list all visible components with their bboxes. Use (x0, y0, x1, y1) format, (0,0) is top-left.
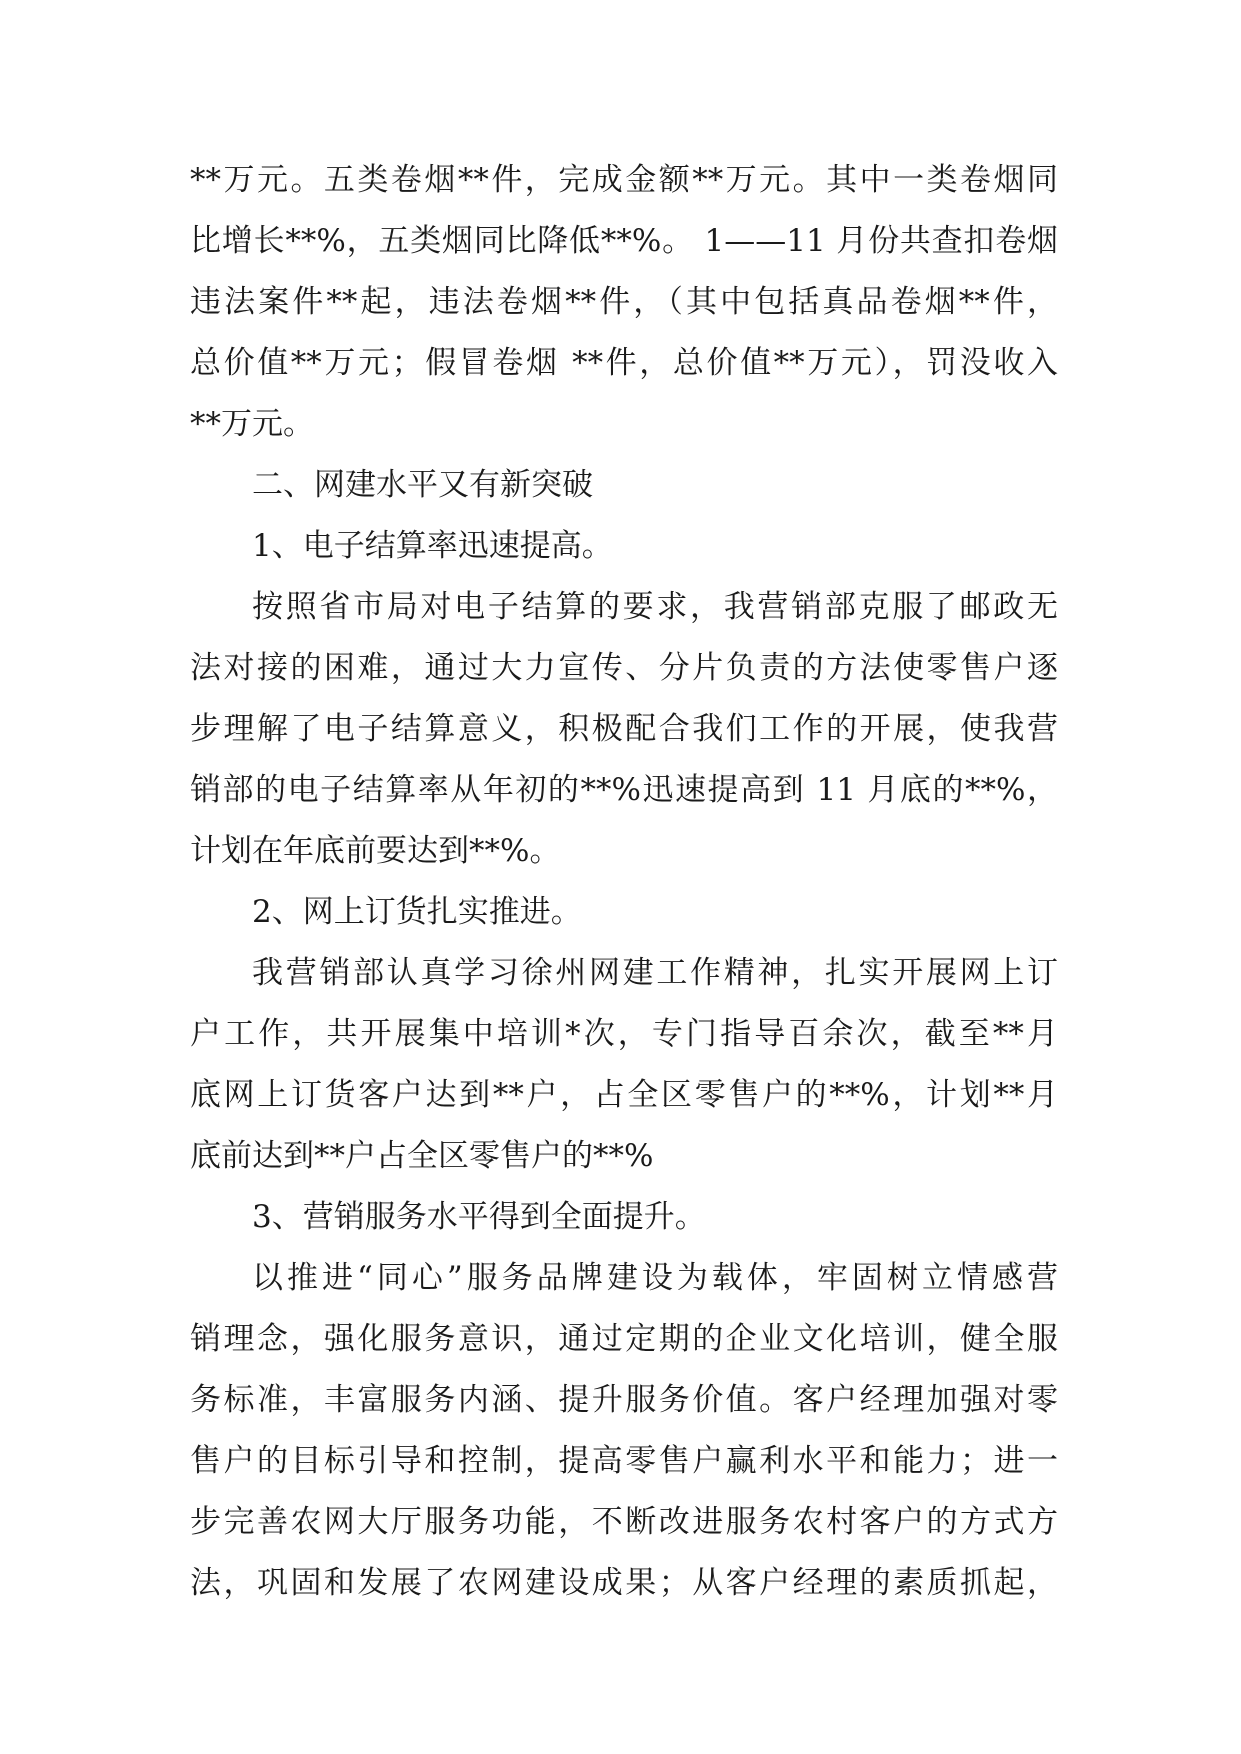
text-line: 违法案件**起，违法卷烟**件，（其中包括真品卷烟**件， (190, 284, 1058, 320)
document-page (190, 150, 1058, 1614)
text-line: **万元。五类卷烟**件，完成金额**万元。其中一类卷烟同 (190, 162, 1058, 198)
text-line: 以推进“同心”服务品牌建设为载体，牢固树立情感营 (252, 1260, 1058, 1296)
text-line: 底网上订货客户达到**户，占全区零售户的**%，计划**月 (190, 1077, 1058, 1113)
text-line: 法，巩固和发展了农网建设成果；从客户经理的素质抓起， (190, 1565, 1058, 1601)
text-line: 户工作，共开展集中培训*次，专门指导百余次，截至**月 (190, 1016, 1058, 1052)
text-line: 总价值**万元；假冒卷烟 **件，总价值**万元），罚没收入 (190, 345, 1058, 381)
text-line: 销理念，强化服务意识，通过定期的企业文化培训，健全服 (190, 1321, 1058, 1357)
text-line: 步理解了电子结算意义，积极配合我们工作的开展，使我营 (190, 711, 1058, 747)
text-line: 二、网建水平又有新突破 (252, 467, 593, 503)
text-line: 比增长**%，五类烟同比降低**%。 1——11 月份共查扣卷烟 (190, 223, 1058, 259)
text-line: 计划在年底前要达到**%。 (190, 833, 561, 869)
text-line: 按照省市局对电子结算的要求，我营销部克服了邮政无 (252, 589, 1058, 625)
text-line: 销部的电子结算率从年初的**%迅速提高到 11 月底的**%， (190, 772, 1058, 808)
text-line: 售户的目标引导和控制，提高零售户赢利水平和能力；进一 (190, 1443, 1058, 1479)
text-line: 底前达到**户占全区零售户的**% (190, 1138, 654, 1174)
text-line: 步完善农网大厅服务功能，不断改进服务农村客户的方式方 (190, 1504, 1058, 1540)
text-line: 2、网上订货扎实推进。 (252, 894, 582, 930)
text-line: **万元。 (190, 406, 314, 442)
text-line: 我营销部认真学习徐州网建工作精神，扎实开展网上订 (252, 955, 1058, 991)
text-line: 3、营销服务水平得到全面提升。 (252, 1199, 706, 1235)
text-line: 法对接的困难，通过大力宣传、分片负责的方法使零售户逐 (190, 650, 1058, 686)
text-line: 务标准，丰富服务内涵、提升服务价值。客户经理加强对零 (190, 1382, 1058, 1418)
text-line: 1、电子结算率迅速提高。 (252, 528, 613, 564)
